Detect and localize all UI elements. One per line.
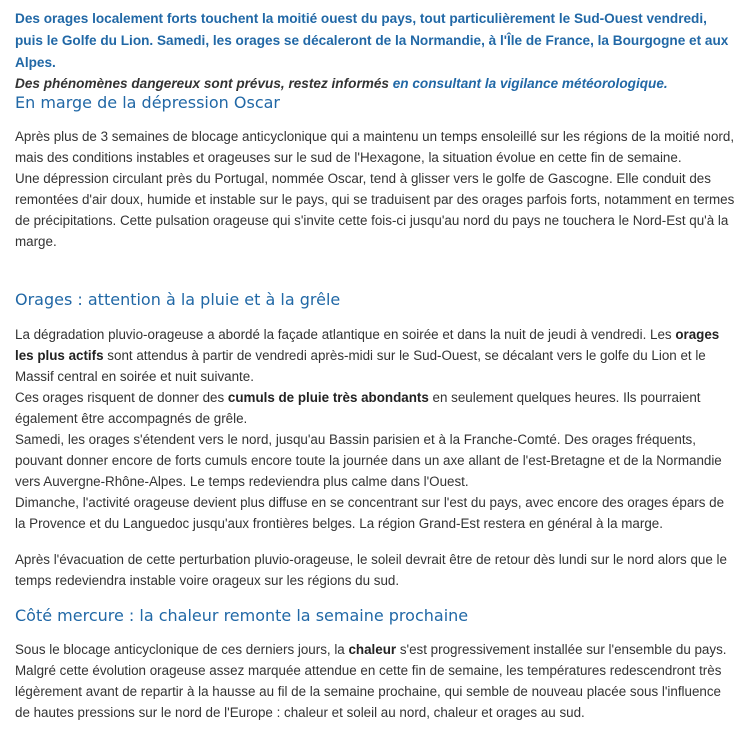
section-body-oscar — [15, 126, 737, 252]
section-title-oscar: En marge de la dépression Oscar — [15, 93, 280, 112]
paragraph-text: Sous le blocage anticyclonique de ces derniers jours, la — [15, 642, 349, 657]
lead-text: Des orages localement forts touchent la moitié ouest du pays, tout particulièrement le Sud-Ouest vendredi, puis le Golfe du Lion. Samedi, les orages se décaleront de la Normandie, à l'Île de France, la Bourgogne et aux Alpes. — [15, 11, 729, 70]
paragraph-text: Samedi, les orages s'étendent vers le nord, jusqu'au Bassin parisien et à la Franche-Comté. Des orages fréquents, pouvant donner encore de forts cumuls encore toute la journée dans un axe allant de l'est-Bretagne et de la Normandie vers Auvergne-Rhône-Alpes. Le temps redeviendra plus calme dans l'Ouest. — [15, 432, 722, 489]
article-lead — [15, 8, 735, 74]
paragraph-text: Ces orages risquent de donner des — [15, 390, 228, 405]
section-body-orages-after — [15, 549, 737, 591]
paragraph-text: Après l'évacuation de cette perturbation pluvio-orageuse, le soleil devrait être de retour dès lundi sur le nord alors que le temps redeviendra instable voire orageux sur les régions du sud. — [15, 552, 727, 588]
section-title-orages: Orages : attention à la pluie et à la grêle — [15, 290, 341, 309]
section-title-mercure: Côté mercure : la chaleur remonte la semaine prochaine — [15, 606, 469, 625]
section-body-orages — [15, 324, 737, 534]
paragraph-text: La dégradation pluvio-orageuse a abordé la façade atlantique en soirée et dans la nuit de jeudi à vendredi. Les — [15, 327, 676, 342]
paragraph: Après plus de 3 semaines de blocage anticyclonique qui a maintenu un temps ensoleillé sur les régions de la moitié nord, mais des conditions instables et orageuses sur le sud de l'Hexagone, la situation évolue en cette fin de semaine. — [15, 129, 735, 165]
paragraph-text: en seulement quelques heures. Ils pourraient également être accompagnés de grêle. — [15, 390, 701, 426]
paragraph-text: s'est progressivement installée sur l'ensemble du pays. Malgré cette évolution orageuse assez marquée attendue en cette fin de semaine, les températures redescendront très légèrement avant de repartir à la hausse au fil de la semaine prochaine, qui semble de nouveau placée sous l'influence de hautes pressions sur le nord de l'Europe : chaleur et soleil au nord, chaleur et orages au sud. — [15, 642, 727, 720]
section-body-mercure — [15, 639, 737, 723]
vigilance-text: Des phénomènes dangereux sont prévus, restez informés — [15, 76, 393, 91]
emphasis-text: cumuls de pluie très abondants — [227, 390, 429, 405]
emphasis-text: chaleur — [348, 642, 397, 657]
paragraph: Une dépression circulant près du Portugal, nommée Oscar, tend à glisser vers le golfe de Gascogne. Elle conduit des remontées d'air doux, humide et instable sur le pays, qui se traduisent par des orages parfois forts, notamment en termes de précipitations. Cette pulsation orageuse qui s'invite cette fois-ci jusqu'au nord du pays ne touchera le Nord-Est qu'à la marge. — [15, 171, 735, 249]
paragraph-text: sont attendus à partir de vendredi après-midi sur le Sud-Ouest, se décalant vers le golfe du Lion et le Massif central en soirée et nuit suivante. — [15, 348, 706, 384]
paragraph-text: Dimanche, l'activité orageuse devient plus diffuse en se concentrant sur l'est du pays, avec encore des orages épars de la Provence et du Languedoc jusqu'aux frontières belges. La région Grand-Est restera en général à la marge. — [15, 495, 725, 531]
vigilance-link[interactable]: en consultant la vigilance météorologique. — [392, 76, 668, 91]
emphasis-text: orages les plus actifs — [15, 327, 720, 363]
